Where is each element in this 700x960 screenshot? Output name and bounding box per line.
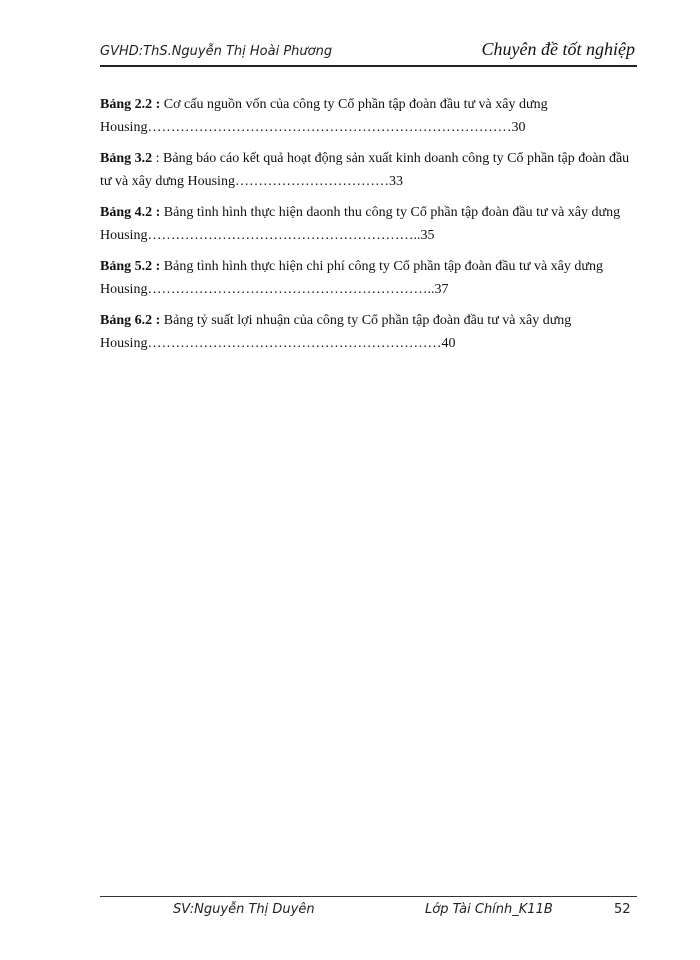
class-name: Lớp Tài Chính_K11B [425,902,553,917]
page-number: 52 [614,902,631,917]
page-header [100,38,637,66]
table-entry-5-2 [100,255,635,301]
table-entry-2-2 [100,93,635,139]
entry-text: Bảng tỷ suất lợi nhuận của công ty Cổ phần tập đoàn đầu tư và xây dưng Housing………………………………………………………40 [100,313,572,351]
entry-label: Bảng 6.2 : [100,313,161,328]
table-entry-6-2 [100,309,635,355]
entry-label: Bảng 5.2 : [100,259,161,274]
header-divider [100,65,637,67]
footer-divider [100,896,637,897]
table-entry-3-2 [100,147,635,193]
table-entry-4-2 [100,201,635,247]
entry-text: Bảng tình hình thực hiện daonh thu công ty Cổ phần tập đoàn đầu tư và xây dưng Housing…………………………………………………..35 [100,205,621,243]
student-name: SV:Nguyễn Thị Duyên [173,902,315,917]
page-footer [100,902,637,924]
entry-text: Bảng tình hình thực hiện chi phí công ty Cổ phần tập đoàn đầu tư và xây dưng Housing……………………………………………………..37 [100,259,603,297]
document-title: Chuyên đề tốt nghiệp [481,39,635,59]
entry-label: Bảng 3.2 [100,151,153,166]
supervisor-name: GVHD:ThS.Nguyễn Thị Hoài Phương [100,44,333,59]
entry-label: Bảng 4.2 : [100,205,161,220]
entry-text: Cơ cấu nguồn vốn của công ty Cổ phần tập đoàn đầu tư và xây dưng Housing……………………………………………………………………30 [100,97,548,135]
entry-label: Bảng 2.2 : [100,97,161,112]
entry-text: : Bảng báo cáo kết quả hoạt động sản xuất kinh doanh công ty Cổ phần tập đoàn đầu tư và xây dưng Housing……………………………33 [100,151,630,189]
table-list [100,93,635,363]
